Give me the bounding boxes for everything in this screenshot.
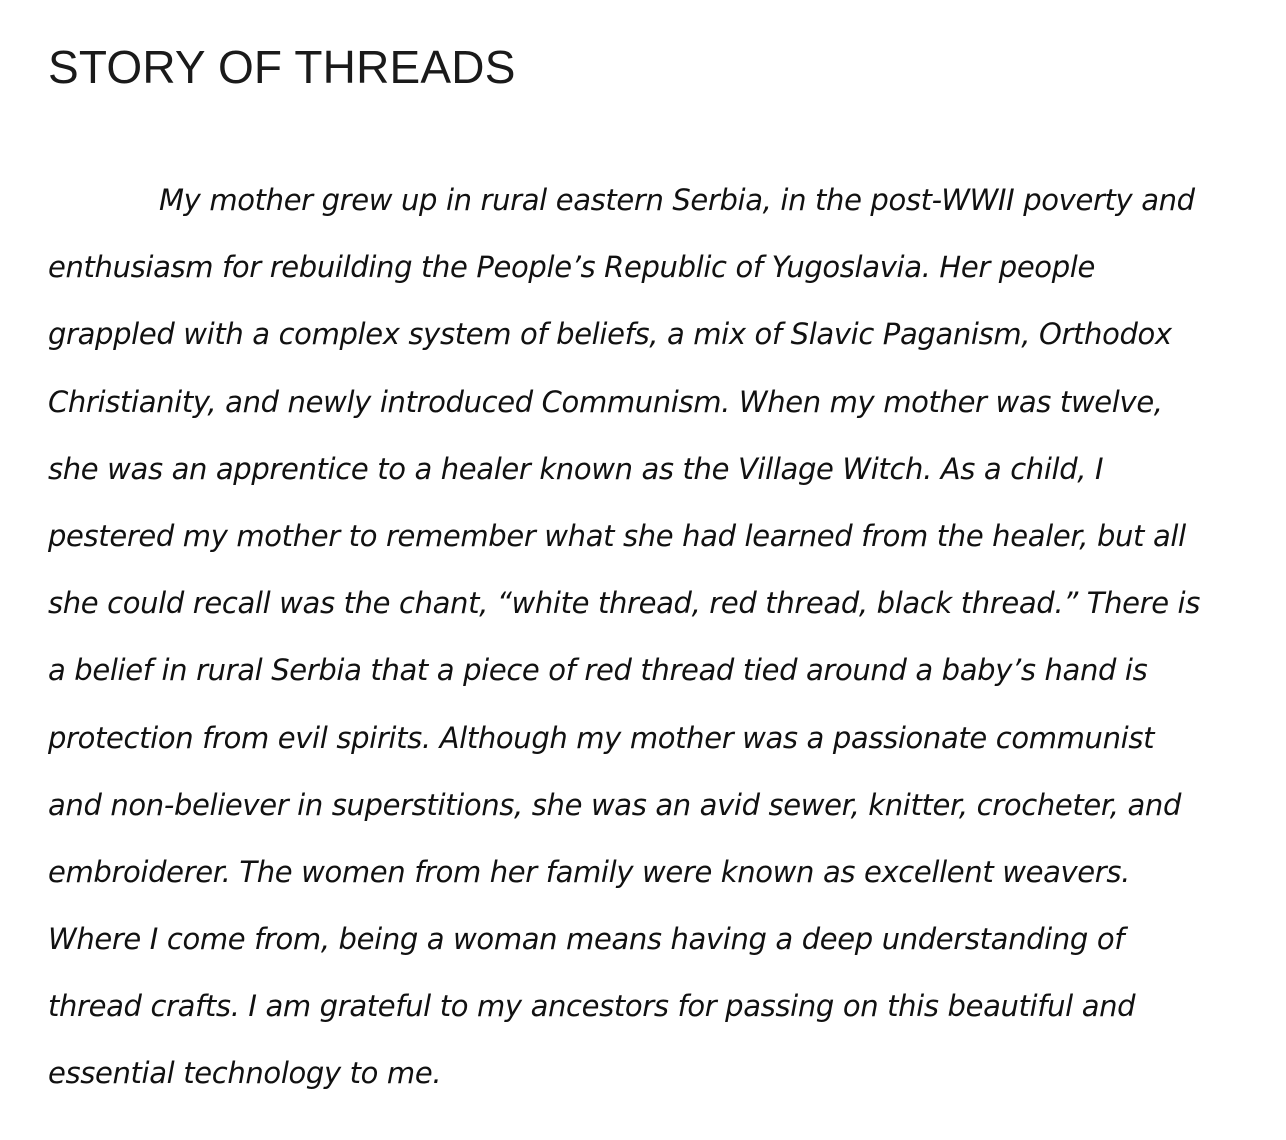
paragraph-line-10: and non-believer in superstitions, she was an avid sewer, knitter, crocheter, and [48,787,1182,822]
body-paragraph [48,167,1268,1108]
paragraph-line-7: she could recall was the chant, “white thread, red thread, black thread.” There is [48,586,1201,621]
document-title: STORY OF THREADS [48,41,516,93]
paragraph-line-4: Christianity, and newly introduced Communism. When my mother was twelve, [48,384,1163,419]
paragraph-line-9: protection from evil spirits. Although my mother was a passionate communist [48,720,1155,755]
paragraph-line-11: embroiderer. The women from her family were known as excellent weavers. [48,854,1130,889]
paragraph-line-3: grappled with a complex system of beliefs, a mix of Slavic Paganism, Orthodox [48,317,1172,352]
paragraph-line-1: My mother grew up in rural eastern Serbia, in the post-WWII poverty and [159,183,1195,217]
paragraph-line-8: a belief in rural Serbia that a piece of red thread tied around a baby’s hand is [48,653,1148,688]
paragraph-line-2: enthusiasm for rebuilding the People’s Republic of Yugoslavia. Her people [48,250,1095,285]
paragraph-line-14: essential technology to me. [48,1056,442,1091]
paragraph-line-6: pestered my mother to remember what she had learned from the healer, but all [48,518,1186,553]
paragraph-line-5: she was an apprentice to a healer known as the Village Witch. As a child, I [48,451,1104,486]
paragraph-line-12: Where I come from, being a woman means having a deep understanding of [48,922,1125,957]
paragraph-line-13: thread crafts. I am grateful to my ancestors for passing on this beautiful and [48,989,1136,1024]
